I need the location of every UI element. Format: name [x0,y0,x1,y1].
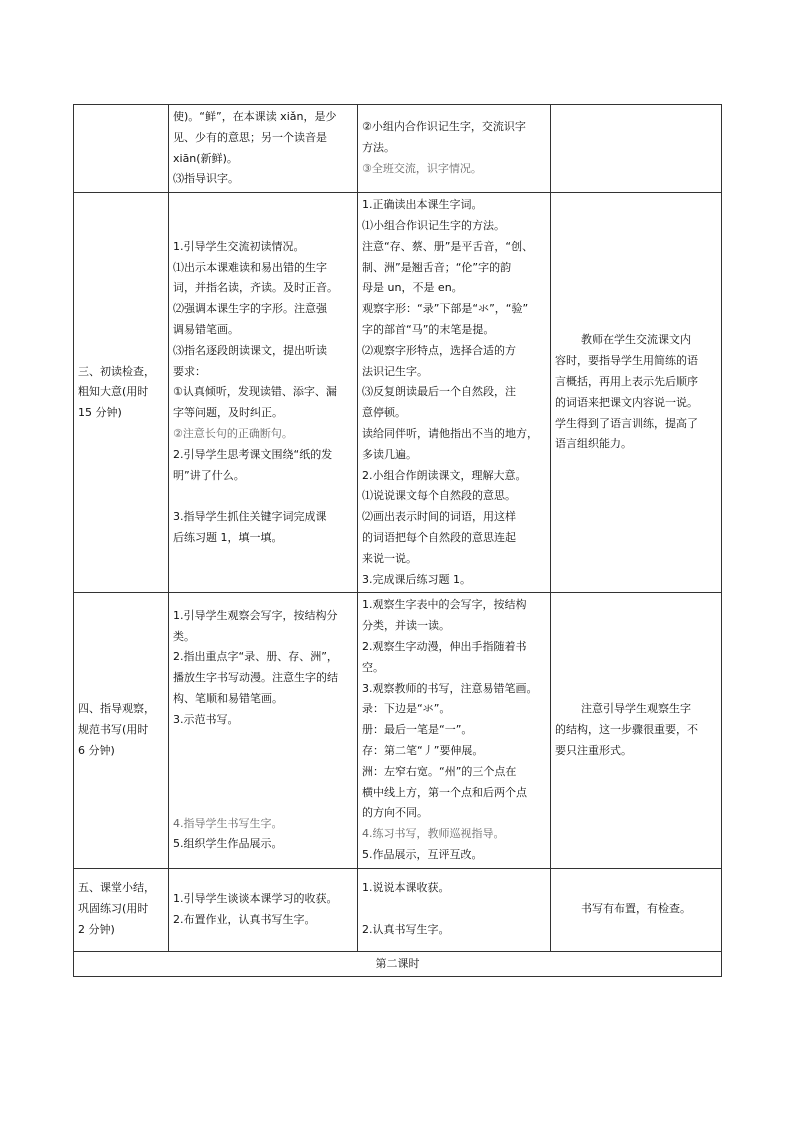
note-line: 教师在学生交流课文内 [581,333,691,347]
student-activity-cell [358,105,551,193]
teacher-line: 2.引导学生思考课文围绕“纸的发 [173,447,333,461]
student-line: 3.完成课后练习题 1。 [362,572,471,586]
student-line: 1.说说本课收获。 [362,881,450,895]
note-line: 注意引导学生观察生字 [581,702,691,716]
student-line: ⑵观察字形特点，选择合适的方 [362,343,516,357]
note-line: 语言组织能力。 [555,437,632,451]
student-activity-cell [358,868,551,951]
stage-cell [74,105,169,193]
design-note-cell [551,868,722,951]
teacher-line: 使)。“鲜”，在本课读 xiǎn，是少 [173,110,337,123]
student-line: 2.小组合作朗读课文，理解大意。 [362,468,527,482]
student-line: ②小组内合作识记生字，交流识字 [362,120,526,134]
teacher-line: 见、少有的意思；另一个读音是 [173,130,327,144]
student-line: 横中线上方，第一个点和后两个点 [362,785,527,799]
table-row [74,951,722,977]
teacher-line: ②注意长句的正确断句。 [173,426,293,440]
table-row [74,105,722,193]
student-line: 字的部首“马”的末笔是提。 [362,322,495,336]
teacher-line: ⑴出示本课难读和易出错的生字 [173,260,327,274]
student-line: 多读几遍。 [362,447,417,461]
note-line: 的结构，这一步骤很重要，不 [555,723,698,737]
stage-cell [74,193,169,593]
teacher-line: 词，并指名读，齐读。及时正音。 [173,281,338,295]
teacher-line [173,486,353,507]
teacher-line: 构、笔顺和易错笔画。 [173,691,283,705]
student-line: 3.观察教师的书写，注意易错笔画。 [362,681,538,695]
teacher-line: ⑵强调本课生字的字形。注意强 [173,302,327,316]
teacher-line: 4.指导学生书写生字。 [173,816,283,830]
stage-line: 巩固练习(用时 [78,902,149,916]
stage-line: 2 分钟) [78,923,115,937]
student-line: 4.练习书写，教师巡视指导。 [362,827,505,841]
student-line: 洲：左窄右宽。“州”的三个点在 [362,764,517,778]
stage-line: 6 分钟) [78,743,115,757]
teacher-line: 2.指出重点字“录、册、存、洲”， [173,650,338,664]
lesson-plan-body [74,105,722,977]
teacher-line: 播放生字书写动漫。注意生字的结 [173,671,338,685]
design-note-cell [551,593,722,868]
stage-cell [74,593,169,868]
teacher-line: 1.引导学生观察会写字，按结构分 [173,608,338,622]
student-line: 法识记生字。 [362,364,428,378]
student-line: 2.观察生字动漫，伸出手指随着书 [362,639,527,653]
teacher-activity-cell [169,593,358,868]
teacher-line [173,772,353,793]
teacher-line: ⑶指名逐段朗读课文，提出听读 [173,343,327,357]
table-row [74,593,722,868]
teacher-line [173,751,353,772]
design-note-cell [551,105,722,193]
lesson-plan-table [73,104,722,977]
teacher-line: xiān(新鲜)。 [173,151,238,165]
teacher-line: 2.布置作业，认真书写生字。 [173,912,316,926]
teacher-activity-cell [169,193,358,593]
teacher-line: 3.示范书写。 [173,712,239,726]
note-line: 的词语来把课文内容说一说。 [555,395,698,409]
student-line: 录：下边是“氺”。 [362,702,451,716]
student-line: 读给同伴听，请他指出不当的地方， [362,426,538,440]
student-line: 观察字形：“录”下部是“氺”，“验” [362,302,529,316]
stage-line: 三、初读检查， [78,364,155,378]
student-line [362,899,546,920]
teacher-line [173,731,353,752]
student-line: 母是 un，不是 en。 [362,281,463,295]
student-line: ③全班交流，识字情况。 [362,161,482,175]
student-line: ⑶反复朗读最后一个自然段，注 [362,385,516,399]
student-activity-cell [358,193,551,593]
stage-line: 粗知大意(用时 [78,385,149,399]
student-activity-cell [358,593,551,868]
teacher-line: 1.引导学生交流初读情况。 [173,239,305,253]
note-line: 书写有布置，有检查。 [581,902,691,916]
student-line: 2.认真书写生字。 [362,923,450,937]
teacher-line: 要求： [173,364,206,378]
student-line: 册：最后一笔是“一”。 [362,723,473,737]
student-line: 制、洲”是翘舌音；“伦”字的韵 [362,260,512,274]
teacher-line: 调易错笔画。 [173,322,239,336]
stage-line: 四、指导观察， [78,702,155,716]
teacher-line: 字等问题，及时纠正。 [173,406,283,420]
teacher-line: 类。 [173,629,195,643]
student-line: 1.正确读出本课生字词。 [362,198,483,212]
note-line: 容时，要指导学生用简练的语 [555,354,698,368]
student-line: ⑴说说课文每个自然段的意思。 [362,489,516,503]
teacher-line: 5.组织学生作品展示。 [173,837,283,851]
table-row [74,193,722,593]
teacher-line: 3.指导学生抓住关键字词完成课 [173,510,327,524]
student-line: 方法。 [362,141,395,155]
student-line: 分类，并读一读。 [362,619,450,633]
stage-line: 规范书写(用时 [78,723,149,737]
student-line: 的词语把每个自然段的意思连起 [362,530,516,544]
teacher-line: 明”讲了什么。 [173,468,245,482]
stage-cell [74,868,169,951]
teacher-line: ⑶指导识字。 [173,172,239,186]
student-line: 意停顿。 [362,406,406,420]
teacher-activity-cell [169,105,358,193]
student-line: 1.观察生字表中的会写字，按结构 [362,598,527,612]
note-line: 要只注重形式。 [555,743,632,757]
teacher-line: ①认真倾听，发现读错、添字、漏 [173,385,337,399]
table-row [74,868,722,951]
section-footer: 第二课时 [74,951,722,977]
student-line: 来说一说。 [362,551,417,565]
student-line: 注意“存、蔡、册”是平舌音，“创、 [362,239,534,253]
design-note-cell [551,193,722,593]
stage-line: 15 分钟) [78,406,122,420]
student-line: 存：第二笔“丿”要伸展。 [362,743,484,757]
student-line: 5.作品展示，互评互改。 [362,847,483,861]
student-line: 的方向不同。 [362,806,428,820]
student-line: 空。 [362,660,384,674]
student-line: ⑴小组合作识记生字的方法。 [362,218,505,232]
note-line: 言概括，再用上表示先后顺序 [555,374,698,388]
teacher-line [173,793,353,814]
stage-line: 五、课堂小结， [78,881,155,895]
teacher-activity-cell [169,868,358,951]
teacher-line: 1.引导学生谈谈本课学习的收获。 [173,891,338,905]
note-line: 学生得到了语言训练，提高了 [555,416,698,430]
teacher-line: 后练习题 1，填一填。 [173,530,283,544]
student-line: ⑵画出表示时间的词语，用这样 [362,510,516,524]
